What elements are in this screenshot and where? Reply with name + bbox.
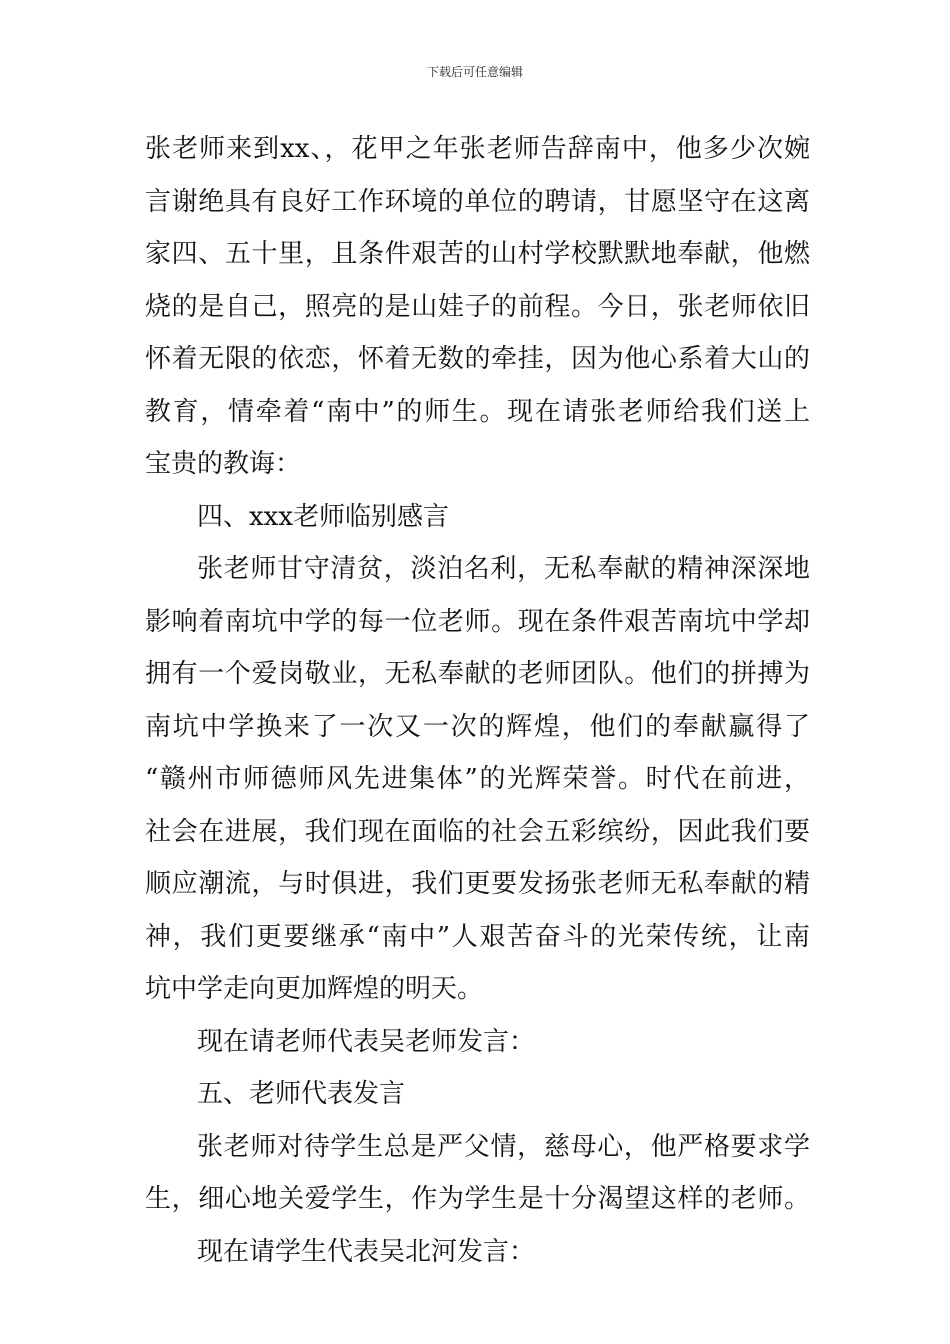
text-line: 顺应潮流，与时俱进，我们更要发扬张老师无私奉献的精 (145, 869, 810, 899)
text-line: 神，我们更要继承“南中”人艰苦奋斗的光荣传统，让南 (145, 921, 810, 952)
text-line: 怀着无限的依恋，怀着无数的牵挂，因为他心系着大山的 (145, 344, 810, 374)
text-line: “赣州市师德师风先进集体”的光辉荣誉。时代在前进， (145, 764, 810, 794)
section-heading: 四、xxx老师临别感言 (197, 501, 449, 532)
section-heading: 五、老师代表发言 (197, 1079, 406, 1109)
text-line: 张老师甘守清贫，淡泊名利，无私奉献的精神深深地 (197, 554, 810, 584)
text-line: 现在请学生代表吴北河发言： (197, 1236, 536, 1267)
text-line: 生，细心地关爱学生，作为学生是十分渴望这样的老师。 (145, 1184, 810, 1214)
text-line: 社会在进展，我们现在面临的社会五彩缤纷，因此我们要 (145, 816, 810, 847)
text-line: 影响着南坑中学的每一位老师。现在条件艰苦南坑中学却 (145, 606, 810, 637)
page-header: 下载后可任意编辑 (426, 65, 523, 79)
text-line: 教育，情牵着“南中”的师生。现在请张老师给我们送上 (145, 396, 810, 427)
text-line: 坑中学走向更加辉煌的明天。 (145, 974, 484, 1004)
text-line: 言谢绝具有良好工作环境的单位的聘请，甘愿坚守在这离 (145, 186, 810, 217)
text-line: 家四、五十里，且条件艰苦的山村学校默默地奉献，他燃 (145, 239, 810, 269)
text-line: 张老师对待学生总是严父情，慈母心，他严格要求学 (197, 1131, 810, 1162)
text-line: 南坑中学换来了一次又一次的辉煌，他们的奉献赢得了 (145, 711, 810, 742)
document-body (145, 123, 810, 1278)
text-line: 烧的是自己，照亮的是山娃子的前程。今日，张老师依旧 (145, 291, 810, 322)
text-line: 宝贵的教诲： (145, 449, 302, 479)
text-line: 现在请老师代表吴老师发言： (197, 1026, 536, 1057)
text-line: 张老师来到xx、，花甲之年张老师告辞南中，他多少次婉 (145, 134, 810, 164)
text-line: 拥有一个爱岗敬业，无私奉献的老师团队。他们的拼搏为 (145, 659, 810, 689)
